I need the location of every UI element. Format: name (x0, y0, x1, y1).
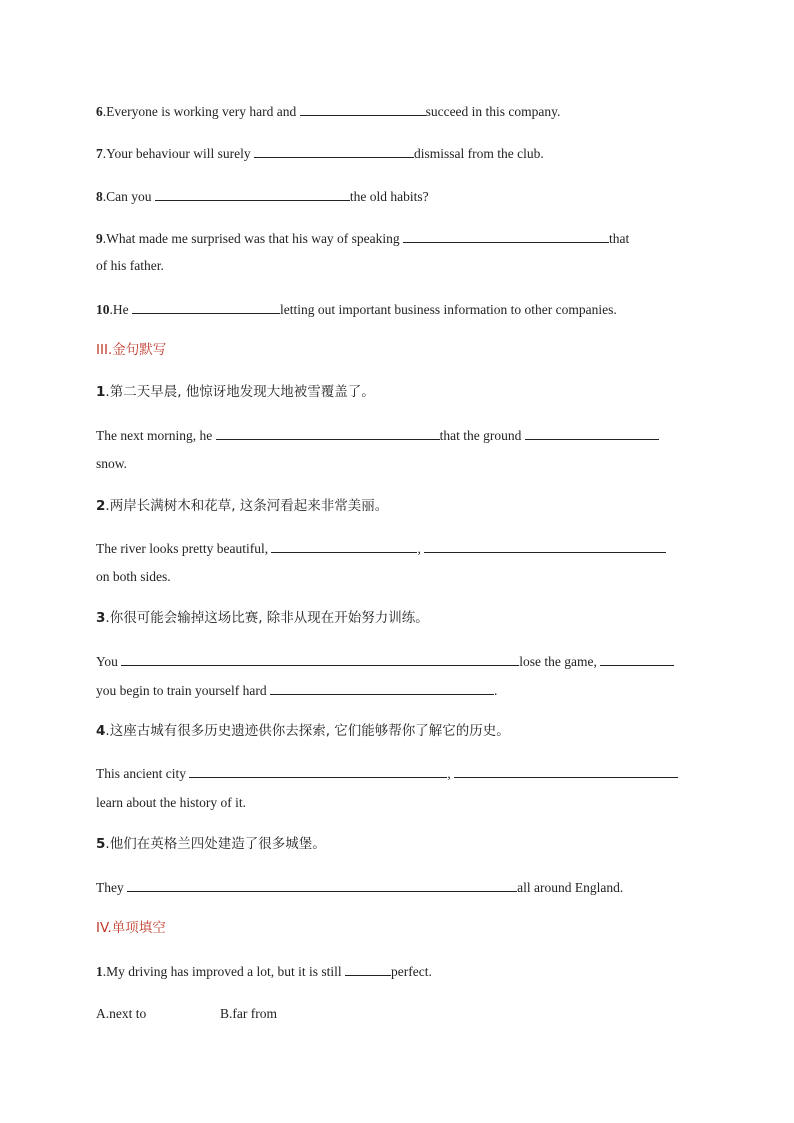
answer-blank[interactable] (127, 877, 517, 892)
section-3-heading: III.金句默写 (96, 342, 167, 358)
sentence-3-chinese (96, 608, 429, 628)
section-4-heading: IV.单项填空 (96, 920, 166, 936)
question-text: .Everyone is working very hard and (102, 104, 300, 119)
question-8 (96, 186, 429, 207)
sentence-4-english (96, 763, 678, 784)
option-b[interactable]: B.far from (220, 1006, 277, 1021)
sentence-2-english-continued (96, 567, 171, 587)
answer-blank[interactable] (525, 425, 659, 440)
answer-blank[interactable] (216, 425, 440, 440)
english-text: You (96, 654, 122, 669)
sentence-2-chinese (96, 496, 388, 516)
sentence-1-english-continued (96, 454, 127, 474)
item-number: 1 (96, 384, 106, 400)
question-text: perfect. (391, 964, 432, 979)
question-text: .He (109, 302, 132, 317)
english-text: , (447, 766, 455, 781)
answer-blank[interactable] (270, 680, 494, 695)
question-text: the old habits? (349, 189, 429, 204)
chinese-prompt: .你很可能会输掉这场比赛, 除非从现在开始努力训练。 (105, 610, 429, 626)
english-text: you begin to train yourself hard (96, 683, 270, 698)
answer-blank[interactable] (300, 101, 426, 116)
question-number: 9 (96, 231, 103, 246)
chinese-prompt: .两岸长满树木和花草, 这条河看起来非常美丽。 (105, 498, 389, 514)
question-number: 10 (96, 302, 110, 317)
answer-blank[interactable] (403, 228, 609, 243)
english-text: on both sides. (96, 569, 171, 584)
question-number: 1 (96, 964, 103, 979)
answer-blank[interactable] (600, 651, 674, 666)
english-text: . (493, 683, 498, 698)
sentence-5-english (96, 877, 623, 898)
answer-blank[interactable] (454, 763, 678, 778)
question-text: .Your behaviour will surely (102, 146, 254, 161)
sentence-4-english-continued (96, 793, 246, 813)
answer-blank[interactable] (132, 299, 280, 314)
question-text: of his father. (96, 258, 164, 273)
english-text: The river looks pretty beautiful, (96, 541, 272, 556)
question-text: dismissal from the club. (414, 146, 544, 161)
question-text: .What made me surprised was that his way of speaking (102, 231, 404, 246)
question-7 (96, 143, 544, 164)
question-text: succeed in this company. (425, 104, 561, 119)
question-number: 8 (96, 189, 103, 204)
english-text: They (96, 880, 128, 895)
question-number: 7 (96, 146, 103, 161)
item-number: 2 (96, 498, 106, 514)
answer-blank[interactable] (271, 538, 417, 553)
answer-blank[interactable] (189, 763, 447, 778)
answer-blank[interactable] (155, 186, 350, 201)
answer-blank[interactable] (254, 143, 414, 158)
english-text: lose the game, (519, 654, 601, 669)
english-text: all around England. (517, 880, 624, 895)
chinese-prompt: .这座古城有很多历史遗迹供你去探索, 它们能够帮你了解它的历史。 (105, 723, 510, 739)
answer-blank[interactable] (345, 961, 391, 976)
question-9-continued (96, 256, 164, 276)
question-text: that (609, 231, 630, 246)
answer-blank[interactable] (121, 651, 519, 666)
english-text: The next morning, he (96, 428, 216, 443)
sentence-5-chinese (96, 834, 326, 854)
chinese-prompt: .第二天早晨, 他惊讶地发现大地被雪覆盖了。 (105, 384, 375, 400)
question-number: 6 (96, 104, 103, 119)
english-text: learn about the history of it. (96, 795, 246, 810)
sentence-2-english (96, 538, 666, 559)
english-text: , (417, 541, 425, 556)
question-9 (96, 228, 629, 249)
sentence-3-english (96, 651, 674, 672)
sentence-1-chinese (96, 382, 375, 402)
item-number: 4 (96, 723, 106, 739)
option-a[interactable]: A.next to (96, 1006, 147, 1021)
sentence-3-english-continued (96, 680, 497, 701)
english-text: This ancient city (96, 766, 190, 781)
sentence-4-chinese (96, 721, 510, 741)
sentence-1-english (96, 425, 659, 446)
answer-blank[interactable] (424, 538, 666, 553)
item-number: 3 (96, 610, 106, 626)
question-6 (96, 101, 560, 122)
question-text: .My driving has improved a lot, but it is still (102, 964, 345, 979)
question-10 (96, 299, 617, 320)
question-text: .Can you (102, 189, 155, 204)
item-number: 5 (96, 836, 106, 852)
english-text: snow. (96, 456, 128, 471)
chinese-prompt: .他们在英格兰四处建造了很多城堡。 (105, 836, 326, 852)
question-text: letting out important business information to other companies. (280, 302, 617, 317)
english-text: that the ground (439, 428, 525, 443)
single-choice-1 (96, 961, 432, 982)
